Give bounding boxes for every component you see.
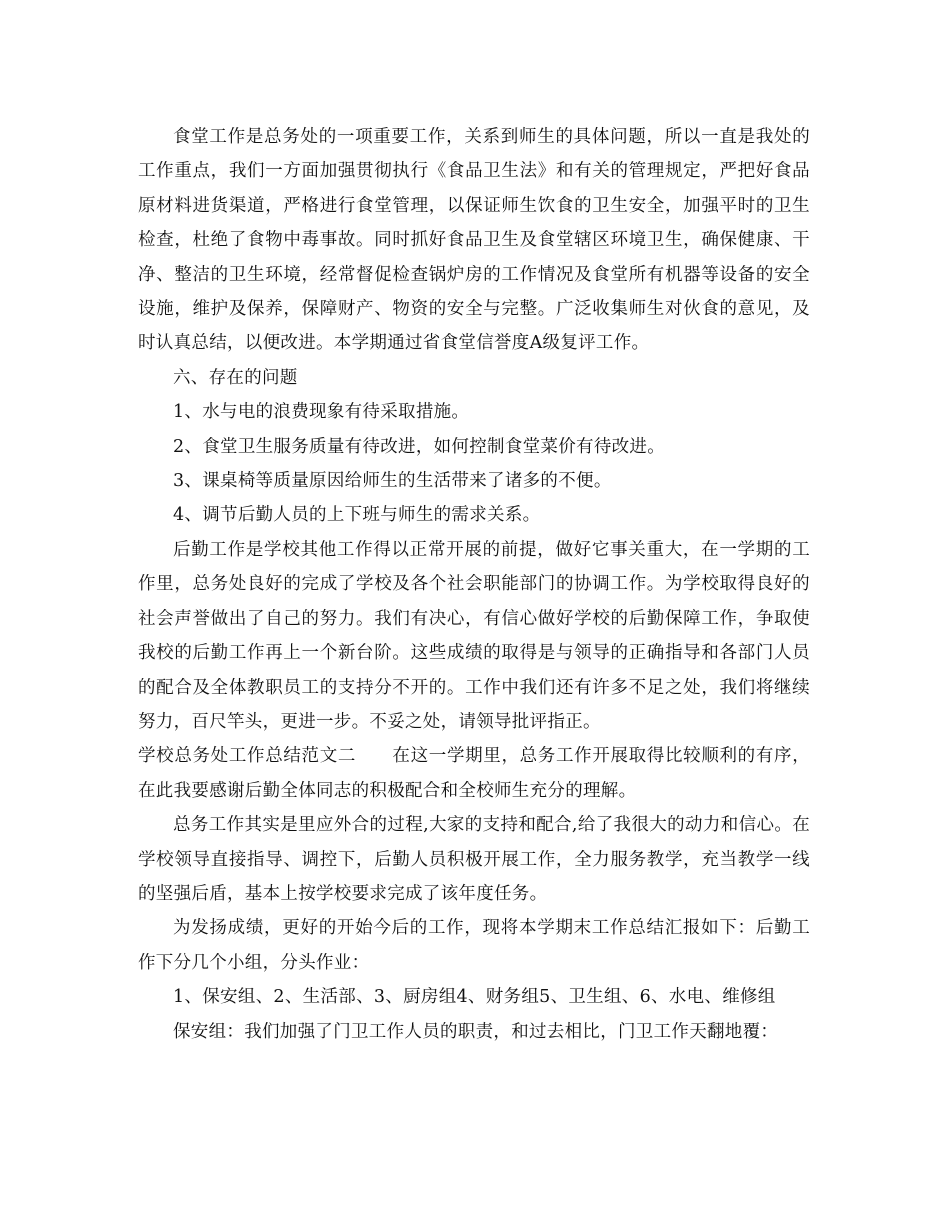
document-body xyxy=(138,120,810,1049)
list-item-problem-2: 2、食堂卫生服务质量有待改进，如何控制食堂菜价有待改进。 xyxy=(173,436,666,457)
section-intro-paragraph xyxy=(138,739,810,808)
paragraph-general-affairs: 总务工作其实是里应外合的过程,大家的支持和配合,给了我很大的动力和信心。在学校领导直接指导、调控下，后勤人员积极开展工作，全力服务教学，充当教学一线的坚强后盾，基本上按学校要求完成了该年度任务。 xyxy=(138,815,810,904)
heading-existing-problems: 六、存在的问题 xyxy=(173,367,298,388)
section-title: 学校总务处工作总结范文二 xyxy=(138,746,357,767)
list-groups: 1、保安组、2、生活部、3、厨房组4、财务组5、卫生组、6、水电、维修组 xyxy=(173,987,776,1008)
paragraph-conclusion: 后勤工作是学校其他工作得以正常开展的前提，做好它事关重大，在一学期的工作里，总务处良好的完成了学校及各个社会职能部门的协调工作。为学校取得良好的社会声誉做出了自己的努力。我们有决心，有信心做好学校的后勤保障工作，争取使我校的后勤工作再上一个新台阶。这些成绩的取得是与领导的正确指导和各部门人员的配合及全体教职员工的支持分不开的。工作中我们还有许多不足之处，我们将继续努力，百尺竿头，更进一步。不妥之处，请领导批评指正。 xyxy=(138,539,810,732)
list-item-problem-4: 4、调节后勤人员的上下班与师生的需求关系。 xyxy=(173,505,541,526)
list-item-problem-1: 1、水与电的浪费现象有待采取措施。 xyxy=(173,402,470,423)
paragraph-summary-intro: 为发扬成绩，更好的开始今后的工作，现将本学期末工作总结汇报如下：后勤工作下分几个小组，分头作业： xyxy=(138,918,810,973)
paragraph-canteen: 食堂工作是总务处的一项重要工作，关系到师生的具体问题，所以一直是我处的工作重点，我们一方面加强贯彻执行《食品卫生法》和有关的管理规定，严把好食品原材料进货渠道，严格进行食堂管理，以保证师生饮食的卫生安全，加强平时的卫生检查，杜绝了食物中毒事故。同时抓好食品卫生及食堂辖区环境卫生，确保健康、干净、整洁的卫生环境，经常督促检查锅炉房的工作情况及食堂所有机器等设备的安全设施，维护及保养，保障财产、物资的安全与完整。广泛收集师生对伙食的意见，及时认真总结，以便改进。本学期通过省食堂信誉度A级复评工作。 xyxy=(138,127,810,354)
section-intro-text: 在这一学期里，总务工作开展取得比较顺利的有序，在此我要感谢后勤全体同志的积极配合和全校师生充分的理解。 xyxy=(138,746,810,801)
paragraph-security-group: 保安组：我们加强了门卫工作人员的职责，和过去相比，门卫工作天翻地覆： xyxy=(173,1021,779,1042)
list-item-problem-3: 3、课桌椅等质量原因给师生的生活带来了诸多的不便。 xyxy=(173,471,612,492)
